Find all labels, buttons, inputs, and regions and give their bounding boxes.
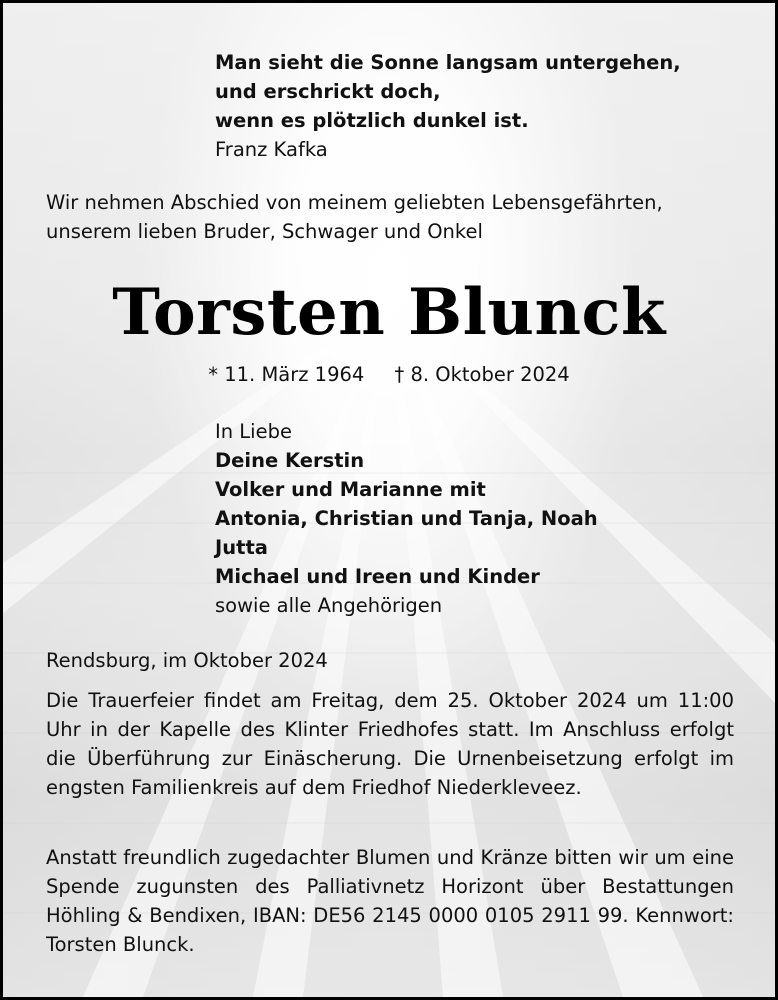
signers (215, 417, 598, 620)
place-date: Rendsburg, im Oktober 2024 (46, 649, 328, 672)
quote-line: und erschrickt doch, (215, 80, 441, 103)
quote-line: wenn es plötzlich dunkel ist. (215, 109, 529, 132)
life-dates (3, 363, 775, 386)
signers-closing: sowie alle Angehörigen (215, 594, 443, 617)
deceased-name: Torsten Blunck (112, 275, 666, 350)
quote-author: Franz Kafka (215, 138, 328, 161)
signer-name: Deine Kerstin (215, 449, 365, 472)
signer-name: Antonia, Christian und Tanja, Noah (215, 507, 598, 530)
ceremony-info: Die Trauerfeier findet am Freitag, dem 25. Oktober 2024 um 11:00 Uhr in der Kapelle des Klinter Friedhofes statt. Im Anschluss erfolgt die Überführung zur Einäscherung. Die Urnenbeisetzung erfolgt im engsten Familienkreis auf dem Friedhof Niederkleveez. (46, 689, 734, 799)
quote (215, 48, 681, 164)
signer-name: Michael und Ireen und Kinder (215, 565, 540, 588)
signers-greeting: In Liebe (215, 420, 292, 443)
quote-line: Man sieht die Sonne langsam untergehen, (215, 51, 681, 74)
donation-info: Anstatt freundlich zugedachter Blumen und Kränze bitten wir um eine Spende zugunsten des Palliativnetz Horizont über Bestattungen Höhling & Bendixen, IBAN: DE56 2145 0000 0105 2911 99. Kennwort: Torsten Blunck. (46, 846, 734, 956)
intro-line: Wir nehmen Abschied von meinem geliebten Lebensgefährten, (46, 191, 663, 214)
signer-name: Volker und Marianne mit (215, 478, 486, 501)
death-date: † 8. Oktober 2024 (394, 363, 570, 386)
intro-line: unserem lieben Bruder, Schwager und Onkel (46, 220, 483, 243)
birth-date: * 11. März 1964 (208, 363, 365, 386)
signer-name: Jutta (215, 536, 268, 559)
intro-text (46, 188, 663, 246)
